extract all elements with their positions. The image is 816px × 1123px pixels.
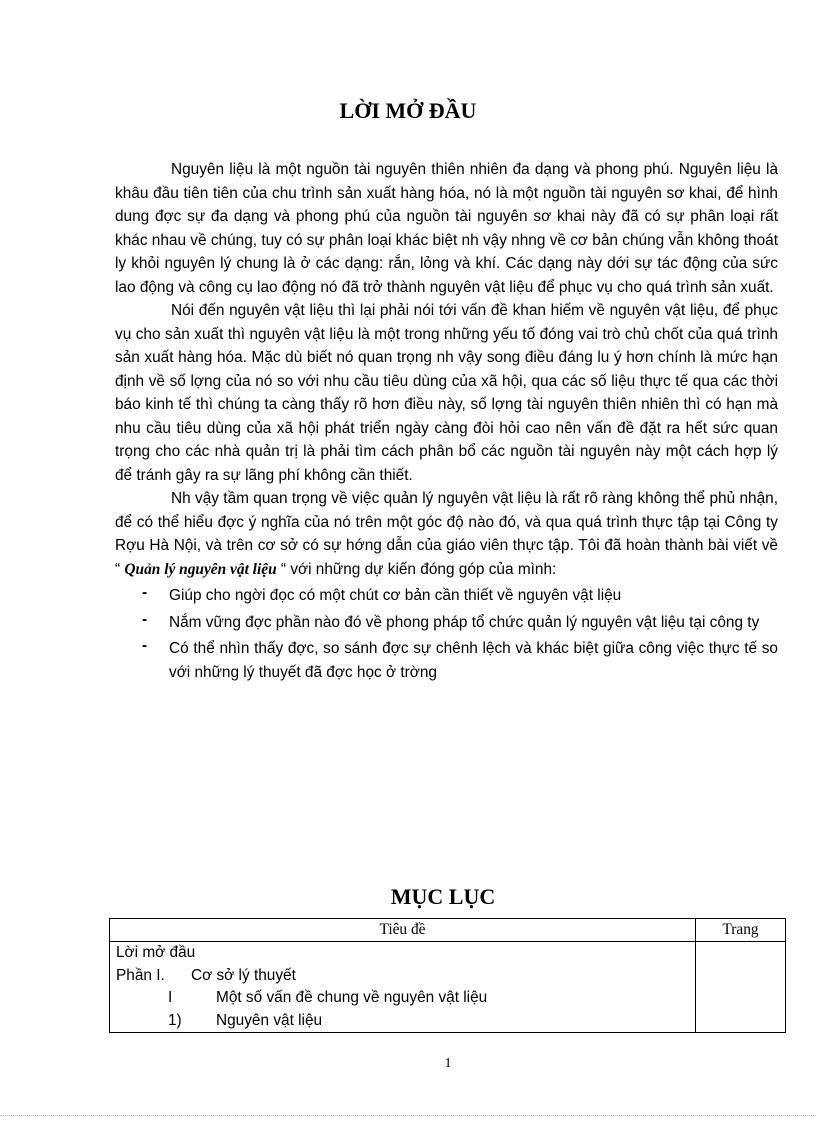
toc-entries	[110, 942, 696, 1033]
toc-entry	[116, 987, 689, 1010]
list-item-text: Nắm vững đợc phần nào đó về phong pháp tổ chức quản lý nguyên vật liệu tại công ty	[169, 613, 760, 631]
document-title: LỜI MỞ ĐẦU	[339, 98, 477, 123]
paragraph	[115, 487, 778, 581]
list-item	[115, 637, 778, 684]
table-of-contents	[109, 918, 786, 1033]
toc-entry-number: I	[168, 989, 173, 1006]
column-header-title: Tiêu đề	[110, 919, 696, 942]
list-item	[115, 611, 778, 635]
toc-page-column	[696, 942, 786, 1033]
page-bottom-divider	[0, 1115, 816, 1116]
toc-title: MỤC LỤC	[390, 884, 496, 909]
paragraph-text: Nh vậy tầm quan trọng về việc quản lý nguyên vật liệu là rất rõ ràng không thể phủ nhận, để có thể hiểu đợc ý nghĩa của nó trên một góc độ nào đó, và qua quá trình thực tập tại Công ty Rợu Hà Nội, và trên cơ sở có sự hớng dẫn của giáo viên thực tập. Tôi đã hoàn thành bài viết về “	[115, 490, 778, 578]
paragraph: Nguyên liệu là một nguồn tài nguyên thiên nhiên đa dạng và phong phú. Nguyên liệu là khâu đầu tiên tiên của chu trình sản xuất hàng hóa, nó là một nguồn tài nguyên sơ khai, để hình dung đợc sự đa dạng và phong phú của nguồn tài nguyên sơ khai này đã có sự phân loại rất khác nhau về chúng, tuy có sự phân loại khác biệt nh vậy nhng về cơ bản chúng vẫn không thoát ly khỏi nguyên lý chung là ở các dạng: rắn, lỏng và khí. Các dạng này dới sự tác động của sức lao động và công cụ lao động nó đã trở thành nguyên vật liệu để phục vụ cho quá trình sản xuất.	[115, 161, 778, 296]
toc-entry-text: Một số vấn đề chung về nguyên vật liệu	[216, 989, 488, 1006]
introduction-body	[115, 158, 778, 687]
toc-entry-text: Lời mở đầu	[116, 944, 196, 961]
page-number: 1	[444, 1056, 452, 1071]
toc-entry-text: Cơ sở lý thuyết	[191, 966, 296, 984]
contribution-list	[115, 584, 778, 684]
toc-entry-text: Nguyên vật liệu	[216, 1011, 323, 1029]
dash-bullet: -	[142, 637, 148, 654]
list-item-text: Có thể nhìn thấy đợc, so sánh đợc sự chênh lệch và khác biệt giữa công việc thực tế so với những lý thuyết đã đợc học ở trờng	[169, 640, 778, 681]
toc-entry-number: 1)	[168, 1011, 182, 1029]
dash-bullet: -	[142, 584, 148, 601]
paragraph-text: “ với những dự kiến đóng góp của mình:	[280, 560, 557, 578]
list-item-text: Giúp cho ngời đọc có một chút cơ bản cần thiết về nguyên vật liệu	[169, 587, 622, 604]
dash-bullet: -	[142, 610, 148, 628]
toc-entry	[116, 965, 689, 988]
column-header-page: Trang	[696, 919, 786, 942]
table-row	[110, 942, 786, 1033]
toc-entry	[116, 1010, 689, 1033]
emphasized-topic: Quản lý nguyên vật liệu	[124, 560, 277, 578]
toc-entry	[116, 942, 689, 965]
toc-entry-number: Phần I.	[116, 966, 165, 984]
paragraph: Nói đến nguyên vật liệu thì lại phải nói tới vấn đề khan hiếm về nguyên vật liệu, để phục vụ cho sản xuất thì nguyên vật liệu là một trong những yếu tố đóng vai trò chủ chốt của quá trình sản xuất hàng hóa. Mặc dù biết nó quan trọng nh vậy song điều đáng lu ý hơn chính là mức hạn định về số lợng của nó so với nhu cầu tiêu dùng của xã hội, qua các số liệu thực tế qua các thời báo kinh tế thì chúng ta càng thấy rõ hơn điều này, số lợng tài nguyên thiên nhiên thì có hạn mà nhu cầu tiêu dùng của xã hội phát triển ngày càng đòi hỏi cao nên vấn đề đặt ra hết sức quan trọng cho các nhà quản trị là phải tìm cách phân bổ các nguồn tài nguyên này một cách hợp lý để tránh gây ra sự lãng phí không cần thiết.	[115, 302, 778, 484]
table-header-row	[110, 919, 786, 942]
list-item	[115, 584, 778, 608]
